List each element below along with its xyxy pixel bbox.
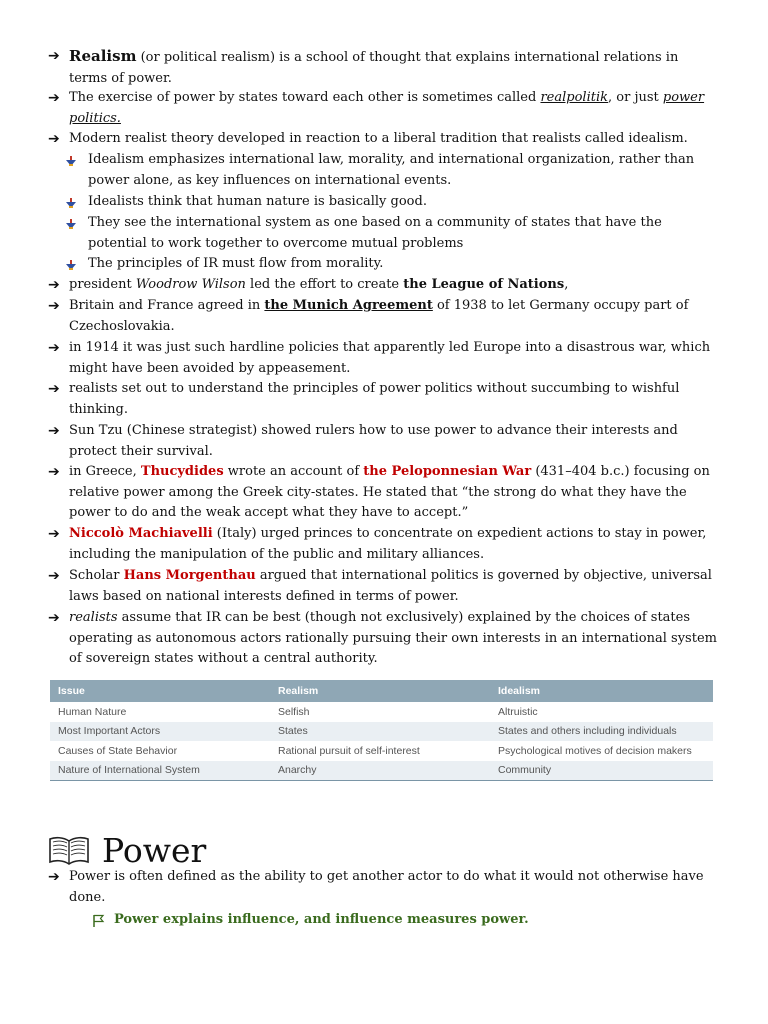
power-heading <box>48 828 206 872</box>
realpolitik-term: realpolitik <box>540 90 609 105</box>
bullet-modern-realist: ➔ Modern realist theory developed in reaction to a liberal tradition that realists called idealism. <box>48 129 718 150</box>
arrow-right-icon: ➔ <box>48 277 60 293</box>
table-row <box>50 761 713 781</box>
table-row <box>50 741 713 761</box>
book-icon <box>48 835 90 865</box>
table-cell: Anarchy <box>270 761 490 781</box>
table-header: Realism <box>270 680 490 702</box>
triangle-down-icon <box>66 219 76 229</box>
arrow-right-icon: ➔ <box>48 423 60 439</box>
table-cell: Rational pursuit of self-interest <box>278 744 420 757</box>
section-title: Power <box>102 830 207 870</box>
bullet-thucydides: ➔ in Greece, Thucydides wrote an account of the Peloponnesian War (431–404 b.c.) focusing on relative power among the Greek city-states. He stated that “the strong do what they have the power to do and the weak accept what they have to accept.” <box>48 464 710 521</box>
flag-icon <box>92 914 105 927</box>
bullet-machiavelli: ➔ Niccolò Machiavelli (Italy) urged princes to concentrate on expedient actions to stay in power, including the manipulation of the public and military alliances. <box>48 526 707 562</box>
bullet-1914: ➔ in 1914 it was just such hardline policies that apparently led Europe into a disastrous war, which might have been avoided by appeasement. <box>48 340 711 376</box>
table-row <box>50 702 713 722</box>
arrow-right-icon: ➔ <box>48 48 60 64</box>
bullet-realists-set-out: ➔ realists set out to understand the principles of power politics without succumbing to wishful thinking. <box>48 381 680 417</box>
table-header-row <box>50 680 713 702</box>
table-header: Issue <box>50 680 270 702</box>
arrow-right-icon: ➔ <box>48 568 60 584</box>
table-cell: Nature of International System <box>50 761 270 781</box>
arrow-right-icon: ➔ <box>48 464 60 480</box>
power-politics-term: power politics. <box>69 90 705 126</box>
arrow-right-icon: ➔ <box>48 90 60 106</box>
arrow-right-icon: ➔ <box>48 131 60 147</box>
table-cell: Selfish <box>278 705 310 718</box>
bullet-munich: ➔ Britain and France agreed in the Munich Agreement of 1938 to let Germany occupy part of Czechoslovakia. <box>48 298 689 334</box>
arrow-right-icon: ➔ <box>48 869 60 885</box>
bullet-realists-assume: ➔ realists assume that IR can be best (though not exclusively) explained by the choices of states operating as autonomous actors rationally pursuing their own interests in an international system of sovereign states without a central authority. <box>48 610 717 667</box>
flag-bullet-power-influence: Power explains influence, and influence measures power. <box>92 910 529 931</box>
table-cell: Altruistic <box>498 705 538 718</box>
table-cell: States <box>270 722 490 742</box>
sub-bullet-human-nature: Idealists think that human nature is basically good. <box>66 192 718 213</box>
bullet-wilson: ➔ president Woodrow Wilson led the effort to create the League of Nations, <box>48 275 718 296</box>
bullet-realpolitik: ➔ The exercise of power by states toward each other is sometimes called realpolitik, or just power politics. <box>48 90 705 126</box>
bullet-realism: ➔ Realism (or political realism) is a school of thought that explains international relations in terms of power. <box>48 47 679 86</box>
table-cell: Community <box>490 761 713 781</box>
bullet-power-definition: ➔ Power is often defined as the ability to get another actor to do what it would not otherwise have done. <box>48 869 704 905</box>
triangle-down-icon <box>66 156 76 166</box>
arrow-right-icon: ➔ <box>48 610 60 626</box>
bullet-sun-tzu: ➔ Sun Tzu (Chinese strategist) showed rulers how to use power to advance their interests and protect their survival. <box>48 423 678 459</box>
table-cell: Causes of State Behavior <box>58 744 178 757</box>
table-cell: Most Important Actors <box>50 722 270 742</box>
arrow-right-icon: ➔ <box>48 381 60 397</box>
sub-bullet-morality: The principles of IR must flow from morality. <box>66 254 718 275</box>
arrow-right-icon: ➔ <box>48 298 60 314</box>
table-cell: Psychological motives of decision makers <box>498 744 692 757</box>
triangle-down-icon <box>66 260 76 270</box>
triangle-down-icon <box>66 198 76 208</box>
realism-idealism-table <box>50 680 713 781</box>
sub-bullet-community: They see the international system as one based on a community of states that have the potential to work together to overcome mutual problems <box>66 213 718 254</box>
table-cell: States and others including individuals <box>490 722 713 742</box>
table-header: Idealism <box>490 680 713 702</box>
arrow-right-icon: ➔ <box>48 526 60 542</box>
table-row <box>50 722 713 742</box>
arrow-right-icon: ➔ <box>48 340 60 356</box>
sub-bullet-idealism: Idealism emphasizes international law, morality, and international organization, rather than power alone, as key influences on international events. <box>66 150 718 191</box>
table-cell: Human Nature <box>58 705 127 718</box>
bullet-morgenthau: ➔ Scholar Hans Morgenthau argued that international politics is governed by objective, universal laws based on national interests defined in terms of power. <box>48 568 712 604</box>
